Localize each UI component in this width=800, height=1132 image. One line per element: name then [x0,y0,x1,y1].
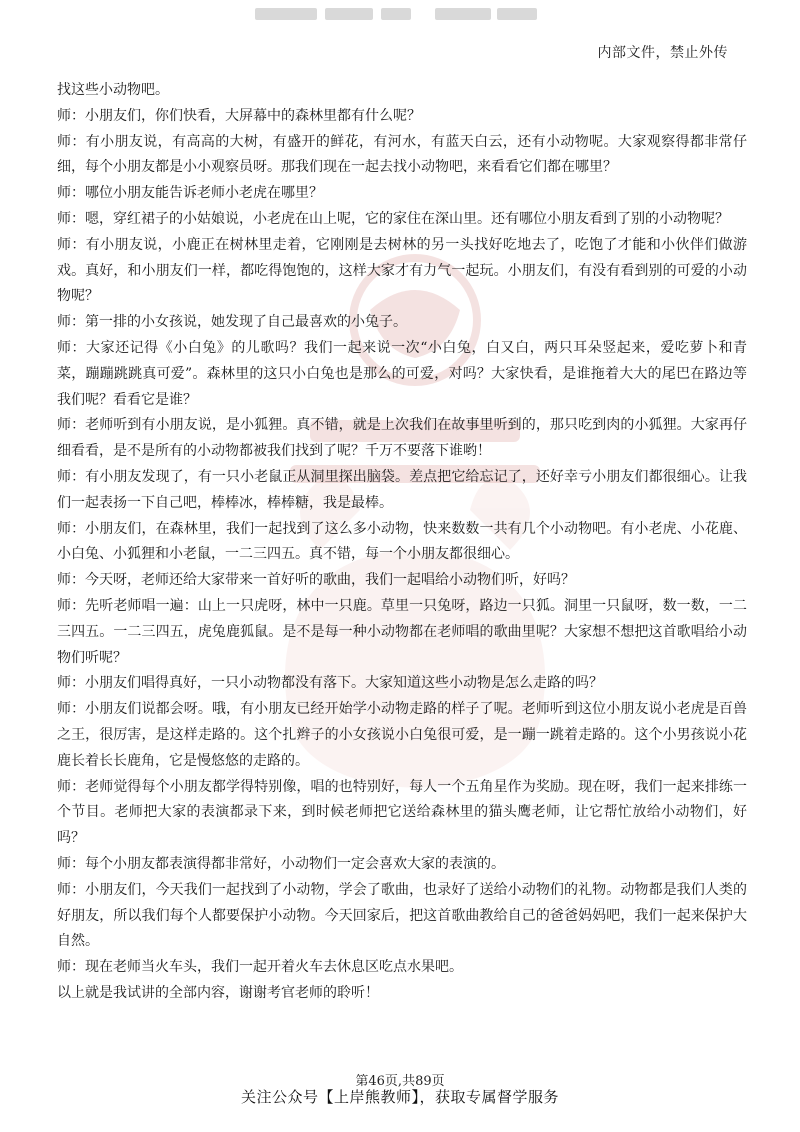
paragraph: 师：有小朋友发现了，有一只小老鼠正从洞里探出脑袋。差点把它给忘记了，还好幸亏小朋友们都很细心。让我们一起表扬一下自己吧，棒棒冰，棒棒糖，我是最棒。 [57,468,747,511]
top-banner-fragment [255,0,555,22]
paragraph: 以上就是我试讲的全部内容，谢谢考官老师的聆听！ [57,984,379,1001]
paragraph: 师：小朋友们唱得真好，一只小动物都没有落下。大家知道这些小动物是怎么走路的吗？ [57,675,603,692]
paragraph: 师：每个小朋友都表演得都非常好，小动物们一定会喜欢大家的表演的。 [57,855,505,872]
paragraph: 师：有小朋友说，有高高的大树，有盛开的鲜花，有河水，有蓝天白云，还有小动物呢。大家观察得都非常仔细，每个小朋友都是小小观察员呀。那我们现在一起去找小动物吧，来看看它们都在哪里？ [57,133,747,176]
paragraph: 师：小朋友们，你们快看，大屏幕中的森林里都有什么呢？ [57,107,421,124]
paragraph: 师：现在老师当火车头，我们一起开着火车去休息区吃点水果吧。 [57,959,463,976]
paragraph: 师：小朋友们，在森林里，我们一起找到了这么多小动物，快来数数一共有几个小动物吧。有小老虎、小花鹿、小白兔、小狐狸和小老鼠，一二三四五。真不错，每一个小朋友都很细心。 [57,520,747,563]
confidential-note: 内部文件，禁止外传 [597,45,728,61]
paragraph: 师：嗯，穿红裙子的小姑娘说，小老虎在山上呢，它的家住在深山里。还有哪位小朋友看到了别的小动物呢？ [57,210,729,227]
paragraph: 师：今天呀，老师还给大家带来一首好听的歌曲，我们一起唱给小动物们听，好吗？ [57,572,575,589]
page-indicator: 第46页,共89页 [355,1074,445,1089]
paragraph: 师：小朋友们说都会呀。哦，有小朋友已经开始学小动物走路的样子了呢。老师听到这位小朋友说小老虎是百兽之王，很厉害，是这样走路的。这个扎辫子的小女孩说小白兔很可爱，是一蹦一跳着走路的。这个小男孩说小花鹿长着长长鹿角，它是慢悠悠的走路的。 [57,701,747,769]
paragraph: 师：老师觉得每个小朋友都学得特别像，唱的也特别好，每人一个五角星作为奖励。现在呀，我们一起来排练一个节目。老师把大家的表演都录下来，到时候老师把它送给森林里的猫头鹰老师，让它帮忙放给小动物们，好吗？ [57,778,747,847]
paragraph: 师：有小朋友说，小鹿正在树林里走着，它刚刚是去树林的另一头找好吃地去了，吃饱了才能和小伙伴们做游戏。真好，和小朋友们一样，都吃得饱饱的，这样大家才有力气一起玩。小朋友们，有没有看到别的可爱的小动物呢？ [57,236,747,305]
promo-text: 关注公众号【上岸熊教师】，获取专属督学服务 [240,1088,559,1106]
paragraph: 师：大家还记得《小白兔》的儿歌吗？我们一起来说一次“小白兔，白又白，两只耳朵竖起来，爱吃萝卜和青菜，蹦蹦跳跳真可爱”。森林里的这只小白兔也是那么的可爱，对吗？大家快看，是谁拖着大大的尾巴在路边等我们呢？看看它是谁？ [57,339,747,408]
paragraph: 师：第一排的小女孩说，她发现了自己最喜欢的小兔子。 [57,314,407,331]
paragraph: 找这些小动物吧。 [57,82,169,98]
paragraph: 师：哪位小朋友能告诉老师小老虎在哪里？ [57,185,323,202]
document-body [57,78,747,1007]
paragraph: 师：先听老师唱一遍：山上一只虎呀，林中一只鹿。草里一只兔呀，路边一只狐。洞里一只鼠呀，数一数，一二三四五。一二三四五，虎兔鹿狐鼠。是不是每一种小动物都在老师唱的歌曲里呢？大家想不想把这首歌唱给小动物们听呢？ [57,597,747,666]
paragraph: 师：老师听到有小朋友说，是小狐狸。真不错，就是上次我们在故事里听到的，那只吃到肉的小狐狸。大家再仔细看看，是不是所有的小动物都被我们找到了呢？千万不要落下谁哟！ [57,417,747,460]
paragraph: 师：小朋友们，今天我们一起找到了小动物，学会了歌曲，也录好了送给小动物们的礼物。动物都是我们人类的好朋友，所以我们每个人都要保护小动物。今天回家后，把这首歌曲教给自己的爸爸妈妈吧，我们一起来保护大自然。 [57,881,747,950]
